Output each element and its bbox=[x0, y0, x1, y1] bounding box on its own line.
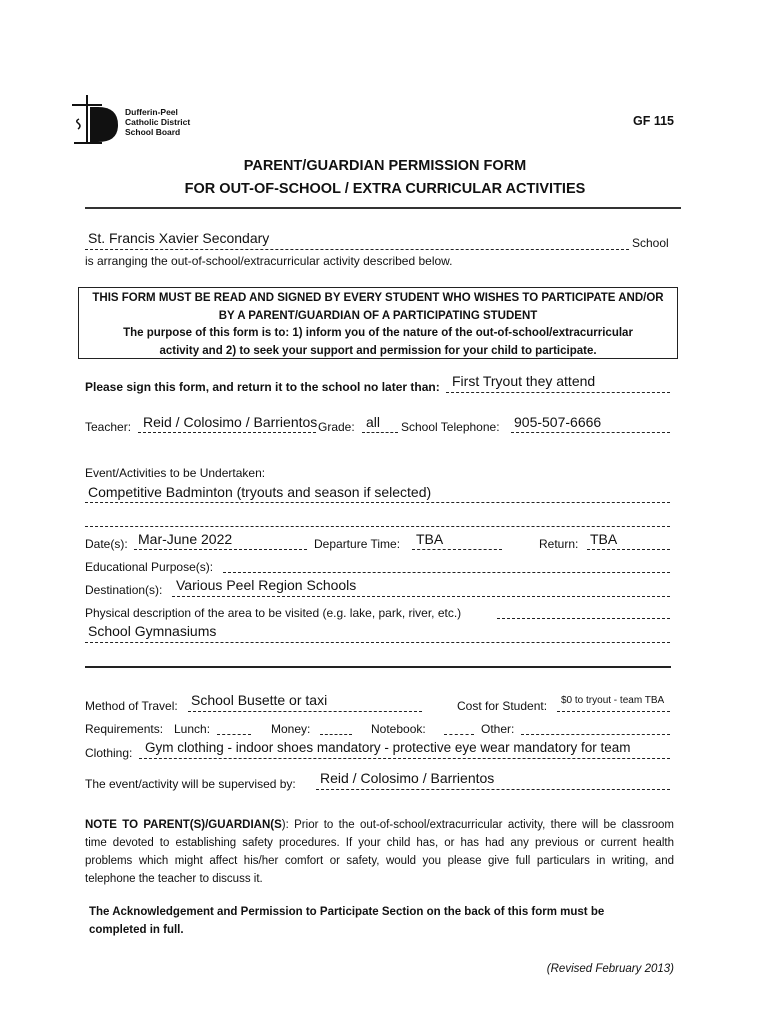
dates-field[interactable]: Mar-June 2022 bbox=[138, 531, 233, 547]
other-line bbox=[521, 734, 670, 735]
event-field[interactable]: Competitive Badminton (tryouts and season if selected) bbox=[88, 484, 432, 500]
telephone-line bbox=[511, 432, 670, 433]
board-logo bbox=[70, 95, 205, 145]
form-title-line-1: PARENT/GUARDIAN PERMISSION FORM bbox=[243, 158, 527, 174]
departure-label: Departure Time: bbox=[314, 537, 401, 551]
logo-line-1: Dufferin-Peel bbox=[125, 107, 178, 117]
grade-label: Grade: bbox=[318, 420, 355, 434]
event-line-2 bbox=[85, 526, 670, 527]
note-body: Prior to the out-of-school/extracurricular activity, there will be classroom time devoted to establishing safety procedures. If your child has, or has had any previous or current health problems which might affect his/her comfort or safety, would you please give full particulars in writing, and telephone the teacher to discuss it. bbox=[85, 819, 674, 885]
return-time-label: Return: bbox=[539, 537, 579, 551]
dates-label: Date(s): bbox=[85, 537, 128, 551]
departure-line bbox=[412, 549, 502, 550]
other-label: Other: bbox=[481, 722, 515, 736]
return-by-field[interactable]: First Tryout they attend bbox=[452, 373, 596, 389]
clothing-field[interactable]: Gym clothing - indoor shoes mandatory - protective eye wear mandatory for team bbox=[145, 740, 631, 755]
physical-description-line-2 bbox=[85, 642, 670, 643]
return-time-line bbox=[587, 549, 670, 550]
logo-line-2: Catholic District bbox=[125, 117, 191, 127]
requirements-label: Requirements: bbox=[85, 722, 164, 736]
clothing-label: Clothing: bbox=[85, 746, 133, 760]
money-line bbox=[320, 734, 352, 735]
grade-line bbox=[362, 432, 398, 433]
logo-line-3: School Board bbox=[125, 127, 181, 137]
note-heading-end: ): bbox=[281, 819, 289, 831]
cost-field[interactable]: $0 to tryout - team TBA bbox=[561, 695, 665, 706]
destination-field[interactable]: Various Peel Region Schools bbox=[176, 577, 357, 593]
destination-label: Destination(s): bbox=[85, 583, 163, 597]
physical-description-field[interactable]: School Gymnasiums bbox=[88, 623, 217, 639]
educational-purpose-line bbox=[223, 572, 670, 573]
school-suffix: School bbox=[632, 236, 669, 250]
note-heading: NOTE TO PARENT(S)/GUARDIAN(S bbox=[85, 819, 282, 831]
revised-date: (Revised February 2013) bbox=[546, 963, 674, 975]
note-paragraph bbox=[85, 816, 674, 888]
form-code: GF 115 bbox=[633, 114, 674, 128]
educational-purpose-label: Educational Purpose(s): bbox=[85, 560, 214, 574]
title-divider bbox=[85, 207, 681, 209]
grade-field[interactable]: all bbox=[366, 414, 381, 430]
notice-line-4: activity and 2) to seek your support and permission for your child to participate. bbox=[159, 344, 597, 357]
return-by-label: Please sign this form, and return it to the school no later than: bbox=[85, 380, 440, 394]
travel-label: Method of Travel: bbox=[85, 699, 178, 713]
event-label: Event/Activities to be Undertaken: bbox=[85, 466, 266, 480]
dates-line bbox=[134, 549, 307, 550]
physical-description-label: Physical description of the area to be visited (e.g. lake, park, river, etc.) bbox=[85, 606, 462, 620]
lunch-line bbox=[217, 734, 251, 735]
teacher-label: Teacher: bbox=[85, 420, 132, 434]
acknowledgement-text: The Acknowledgement and Permission to Participate Section on the back of this form must be completed in full. bbox=[89, 906, 605, 936]
supervised-line bbox=[316, 789, 670, 790]
school-line bbox=[85, 249, 629, 250]
cost-line bbox=[557, 711, 670, 712]
supervised-label: The event/activity will be supervised by: bbox=[85, 777, 296, 791]
travel-line bbox=[188, 711, 422, 712]
school-description: is arranging the out-of-school/extracurricular activity described below. bbox=[85, 254, 453, 268]
destination-line bbox=[172, 596, 670, 597]
lunch-label: Lunch: bbox=[174, 722, 211, 736]
form-title-line-2: FOR OUT-OF-SCHOOL / EXTRA CURRICULAR ACTIVITIES bbox=[184, 181, 586, 197]
physical-description-line-3 bbox=[85, 666, 671, 668]
notice-box bbox=[78, 287, 678, 359]
telephone-field[interactable]: 905-507-6666 bbox=[514, 414, 602, 430]
notebook-label: Notebook: bbox=[371, 722, 426, 736]
return-by-line bbox=[446, 392, 670, 393]
notice-line-1: THIS FORM MUST BE READ AND SIGNED BY EVERY STUDENT WHO WISHES TO PARTICIPATE AND/OR bbox=[92, 292, 664, 304]
teacher-field[interactable]: Reid / Colosimo / Barrientos bbox=[143, 414, 318, 430]
event-line-1 bbox=[85, 502, 670, 503]
supervised-field[interactable]: Reid / Colosimo / Barrientos bbox=[320, 770, 495, 786]
cost-label: Cost for Student: bbox=[457, 699, 548, 713]
money-label: Money: bbox=[271, 722, 311, 736]
departure-field[interactable]: TBA bbox=[416, 531, 444, 547]
notebook-line bbox=[444, 734, 474, 735]
physical-description-line-1 bbox=[497, 618, 670, 619]
travel-field[interactable]: School Busette or taxi bbox=[191, 692, 328, 708]
notice-line-2: BY A PARENT/GUARDIAN OF A PARTICIPATING STUDENT bbox=[218, 309, 538, 322]
teacher-line bbox=[138, 432, 316, 433]
board-logo-icon bbox=[70, 95, 122, 147]
telephone-label: School Telephone: bbox=[401, 420, 500, 434]
clothing-line bbox=[139, 758, 670, 759]
notice-line-3: The purpose of this form is to: 1) inform you of the nature of the out-of-school/extracurricular bbox=[123, 327, 633, 339]
school-field[interactable]: St. Francis Xavier Secondary bbox=[88, 230, 270, 246]
return-time-field[interactable]: TBA bbox=[590, 531, 618, 547]
